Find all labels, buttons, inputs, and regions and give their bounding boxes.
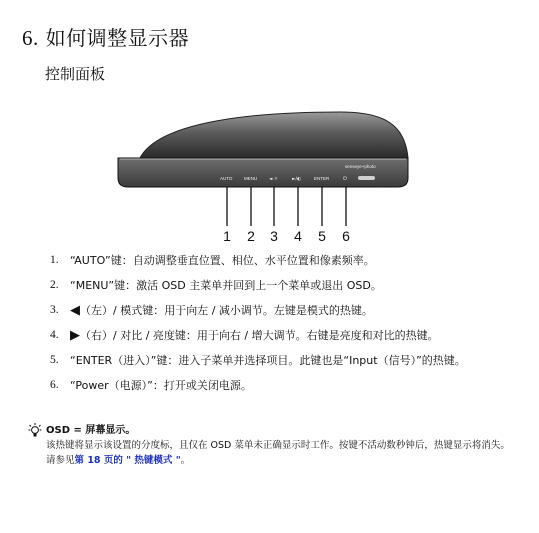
- brand-logo: senseye+photo: [345, 164, 376, 169]
- button-label-enter: ENTER: [314, 176, 330, 181]
- callout-2: 2: [247, 228, 255, 244]
- hotkey-mode-link[interactable]: 第 18 页的 " 热键模式 ": [74, 455, 181, 466]
- button-label-auto: AUTO: [220, 176, 233, 181]
- list-item: 2. “MENU”键：激活 OSD 主菜单并回到上一个菜单或退出 OSD。: [50, 279, 382, 292]
- callout-5: 5: [318, 228, 326, 244]
- section-title: 如何调整显示器: [45, 26, 190, 50]
- callout-3: 3: [270, 228, 278, 244]
- button-label-left: ◄ ☼: [269, 177, 278, 182]
- callout-4: 4: [294, 228, 302, 244]
- list-item: 5. “ENTER（进入）”键：进入子菜单并选择项目。此键也是“Input（信号）”的热键。: [50, 354, 466, 367]
- tip-note: [46, 423, 516, 468]
- list-item: 1. “AUTO”键：自动调整垂直位置、相位、水平位置和像素频率。: [50, 254, 375, 267]
- lightbulb-tip-icon: [28, 422, 42, 440]
- callout-6: 6: [342, 228, 350, 244]
- list-item: 6. “Power（电源）”：打开或关闭电源。: [50, 379, 252, 392]
- button-description-list: [50, 252, 510, 402]
- list-item: 3. ◀（左）/ 模式键：用于向左 / 减小调节。左键是模式的热键。: [50, 303, 373, 318]
- monitor-control-panel-illustration: [0, 0, 539, 250]
- callout-1: 1: [223, 228, 231, 244]
- list-item: 4. ▶（右）/ 对比 / 亮度键：用于向右 / 增大调节。右键是亮度和对比的热键。: [50, 328, 439, 343]
- right-arrow-icon: ▶: [70, 328, 80, 343]
- button-label-right: ►/◐: [292, 177, 301, 182]
- note-title: OSD = 屏幕显示。: [46, 425, 136, 436]
- left-arrow-icon: ◀: [70, 303, 80, 318]
- note-body: 该热键将显示该设置的分度标，且仅在 OSD 菜单未正确显示时工作。按键不活动数秒钟后，热键显示将消失。请参见第 18 页的 " 热键模式 "。: [46, 440, 510, 466]
- section-number: 6.: [22, 26, 39, 50]
- button-label-menu: MENU: [244, 176, 258, 181]
- power-led: [358, 176, 375, 180]
- button-label-power: ⏻: [343, 176, 347, 182]
- subheading: 控制面板: [45, 65, 106, 83]
